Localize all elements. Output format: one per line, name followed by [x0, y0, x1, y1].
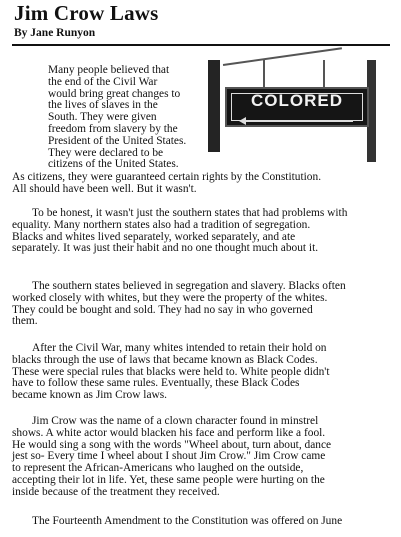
- text-line: These were special rules that blacks were held to. White people didn't: [12, 365, 330, 378]
- text-line: jest so- Every time I wheel about I shout Jim Crow." Jim Crow came: [12, 450, 326, 463]
- article-title: Jim Crow Laws: [14, 1, 159, 25]
- text-line: citizens of the United States.: [48, 158, 179, 171]
- paragraph-jim-crow: [12, 416, 394, 499]
- text-line: blacks through the use of laws that became known as Black Codes.: [12, 353, 318, 366]
- intro-paragraph-wrapped: [48, 65, 208, 171]
- title-divider: [12, 44, 390, 46]
- text-line: equality. Many northern states also had a tradition of segregation.: [12, 218, 311, 231]
- text-line: After the Civil War, many whites intended to retain their hold on: [32, 342, 327, 354]
- text-line: them.: [12, 315, 38, 328]
- text-line: would bring great changes to: [48, 87, 181, 100]
- text-line: the lives of slaves in the: [48, 99, 158, 112]
- text-line: Many people believed that: [48, 64, 170, 76]
- text-line: freedom from slavery by the: [48, 122, 178, 135]
- sign-text: COLORED: [251, 91, 343, 110]
- text-line: the end of the Civil War: [48, 75, 158, 88]
- text-line: to represent the African-Americans who laughed on the outside,: [12, 462, 304, 475]
- text-line: They could be bought and sold. They had no say in who governed: [12, 303, 313, 316]
- text-line: have to follow these same rules. Eventually, these Black Codes: [12, 377, 300, 390]
- text-line: President of the United States.: [48, 134, 187, 147]
- text-line: He would sing a song with the words "Wheel about, turn about, dance: [12, 438, 332, 451]
- text-line: worked closely with whites, but they were the property of the whites.: [12, 291, 328, 304]
- text-line: Blacks and whites lived separately, worked separately, and ate: [12, 230, 296, 243]
- text-line: accepting their lot in life. Yet, these same people were hurting on the: [12, 473, 325, 486]
- text-line: became known as Jim Crow laws.: [12, 389, 168, 402]
- text-line: To be honest, it wasn't just the southern states that had problems with: [32, 207, 348, 219]
- text-line: They were declared to be: [48, 146, 164, 159]
- text-line: Jim Crow was the name of a clown character found in minstrel: [32, 415, 319, 427]
- text-line: separately. It was just their habit and no one thought much about it.: [12, 242, 319, 255]
- paragraph-segregation: [12, 281, 394, 328]
- text-line: All should have been well. But it wasn't.: [12, 182, 197, 195]
- text-line: South. They were given: [48, 111, 157, 124]
- text-line: inside because of the treatment they received.: [12, 485, 220, 498]
- colored-sign-photo: [205, 60, 392, 162]
- sign-post-left: [208, 60, 220, 152]
- text-line: The southern states believed in segregation and slavery. Blacks often: [32, 280, 346, 292]
- intro-paragraph-tail: [12, 172, 392, 196]
- paragraph-equality: [12, 208, 394, 255]
- sign-hanger-right: [323, 60, 325, 88]
- sign-arrow-icon: [245, 120, 353, 122]
- text-line: shows. A white actor would blacken his face and perform like a fool.: [12, 426, 326, 439]
- colored-sign: [225, 87, 369, 127]
- paragraph-fourteenth-amendment: [12, 516, 394, 528]
- text-line: The Fourteenth Amendment to the Constitution was offered on June: [32, 515, 343, 527]
- paragraph-black-codes: [12, 343, 394, 402]
- sign-hanger-left: [263, 60, 265, 88]
- article-byline: By Jane Runyon: [14, 27, 96, 39]
- text-line: As citizens, they were guaranteed certain rights by the Constitution.: [12, 171, 322, 183]
